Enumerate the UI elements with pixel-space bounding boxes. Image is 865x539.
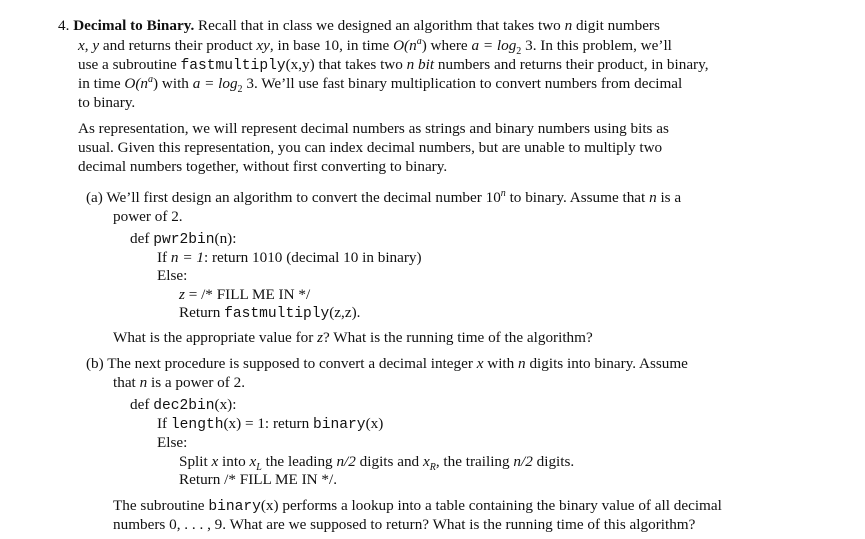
- pwr2bin-z-line: z = /* FILL ME IN */: [179, 286, 311, 303]
- code-fastmultiply: fastmultiply: [180, 58, 286, 74]
- dec2bin-def: def dec2bin(x):: [130, 396, 237, 414]
- part-a-line-2: power of 2.: [113, 208, 183, 225]
- problem-line-5: to binary.: [78, 94, 136, 111]
- problem-line-2: x, y and returns their product xy, in base 10, in time $O(n^a)$ where $a = \log_2 3$. In this problem, we’ll: [78, 35, 672, 58]
- problem-title: Decimal to Binary.: [73, 17, 195, 34]
- pwr2bin-def: def pwr2bin(n):: [130, 230, 237, 248]
- problem-number: 4.: [58, 17, 70, 34]
- dec2bin-split: Split x into $x_L$ the leading n/2 digits and $x_R$, the trailing n/2 digits.: [179, 453, 575, 474]
- part-b-line-1: (b) The next procedure is supposed to convert a decimal integer x with n digits into binary. Assume: [86, 355, 688, 372]
- part-b-subroutine-line-1: The subroutine binary(x) performs a lookup into a table containing the binary value of all decimal: [113, 497, 722, 515]
- problem-line-4: in time $O(n^a)$ with $a = \log_2 3$. We’ll use fast binary multiplication to convert numbers from decimal: [78, 73, 683, 96]
- problem-line-1: 4. Decimal to Binary. Recall that in class we designed an algorithm that takes two n digit numbers: [58, 17, 660, 34]
- part-a-label: (a): [86, 189, 103, 206]
- representation-line-2: usual. Given this representation, you can index decimal numbers, but are unable to multiply two: [78, 139, 663, 156]
- part-a-question: What is the appropriate value for z? What is the running time of the algorithm?: [113, 329, 593, 346]
- part-b-label: (b): [86, 355, 104, 372]
- pwr2bin-else: Else:: [157, 267, 188, 284]
- problem-line-3: use a subroutine fastmultiply(x,y) that takes two n bit numbers and returns their product, in binary,: [78, 56, 709, 74]
- representation-line-3: decimal numbers together, without first converting to binary.: [78, 158, 448, 175]
- dec2bin-return: Return /* FILL ME IN */.: [179, 471, 338, 488]
- part-b-line-2: that n is a power of 2.: [113, 374, 246, 391]
- dec2bin-else: Else:: [157, 434, 188, 451]
- part-a-line-1: (a) We’ll first design an algorithm to convert the decimal number 10$^n$ to binary. Assume that n is a: [86, 187, 682, 206]
- pwr2bin-return: Return fastmultiply(z,z).: [179, 304, 361, 322]
- dec2bin-if: If length(x) = 1: return binary(x): [157, 415, 384, 433]
- part-b-subroutine-line-2: numbers 0, . . . , 9. What are we supposed to return? What is the running time of this algorithm?: [113, 516, 696, 533]
- representation-line-1: As representation, we will represent decimal numbers as strings and binary numbers using bits as: [78, 120, 669, 137]
- pwr2bin-if: If n = 1: return 1010 (decimal 10 in binary): [157, 249, 422, 266]
